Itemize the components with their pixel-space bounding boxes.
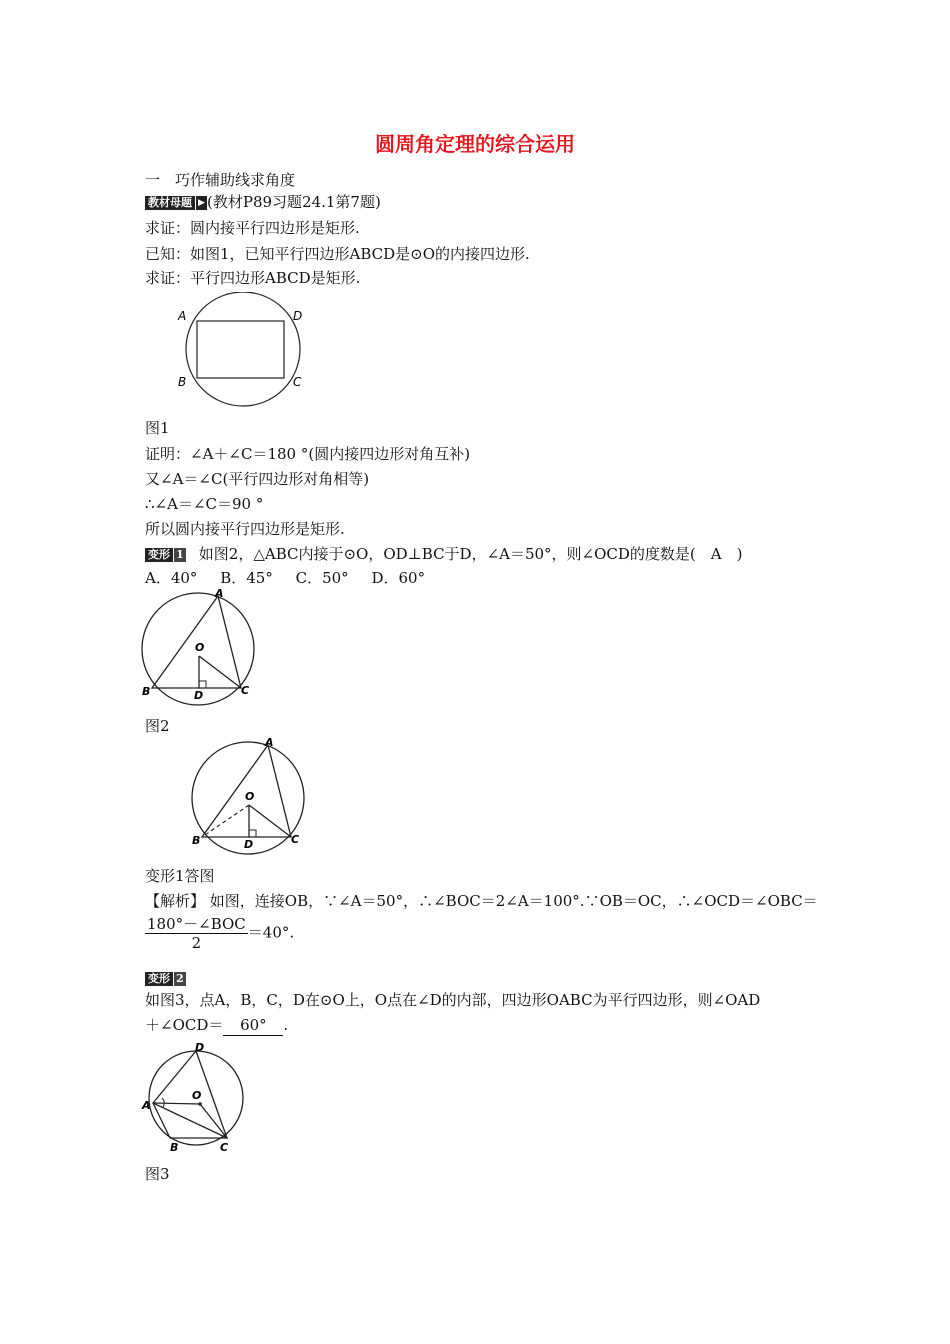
fig1-label-d: D xyxy=(293,309,303,323)
play-icon: ▶ xyxy=(196,196,207,210)
fig3-label-o: O xyxy=(192,1089,202,1102)
textbook-line xyxy=(145,192,381,212)
figure-1 xyxy=(170,292,320,414)
variant-1-question xyxy=(145,544,742,564)
option-c: C．50° xyxy=(295,569,349,587)
section-heading: 一 巧作辅助线求角度 xyxy=(145,171,296,189)
analysis-result: ＝40°. xyxy=(247,923,295,942)
fig2-label-b: B xyxy=(142,685,151,698)
figure-answer-1-caption: 变形1答图 xyxy=(145,867,215,885)
figure-2 xyxy=(138,588,268,713)
figure-answer-1 xyxy=(188,736,318,861)
ans1-label-a: A xyxy=(265,736,274,749)
fig2-label-c: C xyxy=(241,684,250,697)
figure-3 xyxy=(140,1038,250,1158)
figure-1-caption: 图1 xyxy=(145,419,170,437)
ans1-label-c: C xyxy=(291,833,300,846)
fig2-label-d: D xyxy=(194,689,204,702)
prove-statement: 求证：圆内接平行四边形是矩形. xyxy=(145,219,360,237)
fig3-label-c: C xyxy=(220,1141,229,1154)
ans1-label-d: D xyxy=(244,838,254,851)
fraction-denominator: 2 xyxy=(191,934,202,952)
variant-2-line-2 xyxy=(145,1015,288,1036)
prove-goal: 求证：平行四边形ABCD是矩形. xyxy=(145,269,361,287)
fig2-label-a: A xyxy=(215,588,224,600)
option-b: B．45° xyxy=(220,569,273,587)
variant-2-tag-line xyxy=(145,968,186,988)
option-a: A．40° xyxy=(145,569,198,587)
fig2-label-o: O xyxy=(195,641,205,654)
analysis-line-1: 【解析】 如图，连接OB，∵∠A＝50°，∴∠BOC＝2∠A＝100°.∵OB＝OC，∴∠OCD＝∠OBC＝ xyxy=(145,892,818,910)
page-title: 圆周角定理的综合运用 xyxy=(375,132,575,156)
textbook-ref: (教材P89习题24.1第7题) xyxy=(207,193,381,211)
given-statement: 已知：如图1，已知平行四边形ABCD是⊙O的内接四边形. xyxy=(145,245,530,263)
ans1-label-b: B xyxy=(192,834,201,847)
variant-tag: 变形 xyxy=(145,548,173,562)
analysis-fraction xyxy=(145,915,248,952)
fraction-numerator: 180°－∠BOC xyxy=(147,915,246,933)
figure-3-caption: 图3 xyxy=(145,1165,170,1183)
variant-2-prefix: ＋∠OCD＝ xyxy=(145,1016,224,1034)
option-d: D．60° xyxy=(371,569,426,587)
fig1-label-b: B xyxy=(178,375,187,389)
variant-1-text: 如图2，△ABC内接于⊙O，OD⊥BC于D，∠A＝50°，则∠OCD的度数是( A ) xyxy=(198,545,743,563)
ans1-label-o: O xyxy=(245,790,255,803)
fig3-label-a: A xyxy=(142,1099,151,1112)
proof-line-1: 证明：∠A＋∠C＝180 °(圆内接四边形对角互补) xyxy=(145,445,471,463)
figure-2-caption: 图2 xyxy=(145,717,170,735)
fig1-label-a: A xyxy=(178,309,187,323)
variant-tag-2: 变形 xyxy=(145,972,173,986)
variant-2-suffix: . xyxy=(283,1016,289,1034)
proof-line-2: 又∠A＝∠C(平行四边形对角相等) xyxy=(145,470,370,488)
proof-line-3: ∴∠A＝∠C＝90 ° xyxy=(145,495,264,513)
textbook-tag: 教材母题 xyxy=(145,196,195,210)
variant-2-answer: 60° xyxy=(223,1015,283,1036)
fig1-label-c: C xyxy=(293,375,302,389)
variant-2-line-1: 如图3，点A，B，C，D在⊙O上，O点在∠D的内部，四边形OABC为平行四边形，则∠OAD xyxy=(145,991,761,1009)
analysis-fraction-line xyxy=(145,915,294,952)
variant-number: 1 xyxy=(174,548,186,562)
proof-line-4: 所以圆内接平行四边形是矩形. xyxy=(145,520,345,538)
variant-number-2: 2 xyxy=(174,972,186,986)
variant-1-options xyxy=(145,568,425,588)
fig3-label-d: D xyxy=(195,1041,205,1054)
fig3-label-b: B xyxy=(170,1141,179,1154)
